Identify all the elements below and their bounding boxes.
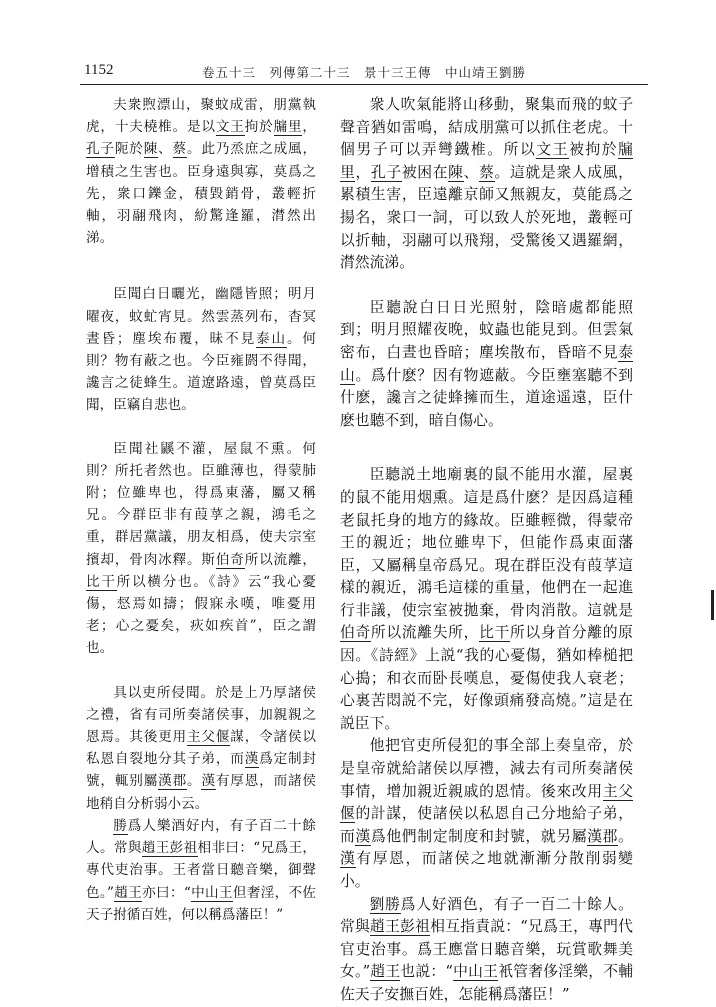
classical-paragraph-1: 夫衆煦漂山，聚蚊成雷，朋黨執虎，十夫橈椎。是以文王拘於牖里，孔子阨於陳、蔡。此乃烝庶之成風，增積之生害也。臣身遠與寡，莫爲之先，衆口鑠金，積毀銷骨，叢輕折軸，羽翮飛肉，紛驚逢羅，潸然出涕。: [86, 97, 317, 247]
name-han: 漢: [355, 827, 371, 845]
translation-paragraph-1: 衆人吹氣能將山移動，聚集而飛的蚊子聲音猶如雷鳴，結成朋黨可以抓住老虎。十個男子可以弄彎鐵椎。所以文王被拘於牖里，孔子被困在陳、蔡。這就是衆人成風，累積生害，臣遠離京師又無親友，莫能爲之揚名，衆口一詞，可以致人於死地，叢輕可以折軸，羽翮可以飛翔，受驚後又遇羅網，潸然流涕。: [340, 96, 633, 272]
name-bigan: 比干: [479, 624, 510, 642]
classical-paragraph-3: 臣聞社鼷不灌，屋鼠不熏。何則？所托者然也。臣雖薄也，得蒙肺附；位雖卑也，得爲東藩，屬又稱兄。今群臣非有葭莩之親，鴻毛之重，群居黨議，朋友相爲，使夫宗室擯却，骨肉冰釋。斯伯奇所以流離，比干所以横分也。《詩》云“我心憂傷，惄焉如擣；假寐永嘆，唯憂用老；心之憂矣，疢如疾首”，臣之謂也。: [86, 440, 317, 657]
place-cai: 蔡: [479, 163, 495, 181]
name-boqi: 伯奇: [340, 624, 371, 642]
place-youli: 牖里: [340, 141, 633, 181]
header-rule: [80, 84, 648, 85]
name-liusheng: 劉勝: [369, 895, 401, 913]
name-han: 漢: [340, 850, 357, 868]
translation-paragraph-4: 他把官吏所侵犯的事全部上奏皇帝，於是皇帝就給諸侯以厚禮，減去有司所奏諸侯事情，增加親近親戚的恩情。後來改用主父偃的計謀，使諸侯以私恩自己分地給子弟，而漢爲他們制定制度和封號，就另屬漢郡。漢有厚恩，而諸侯之地就漸漸分散削弱變小。: [340, 737, 633, 890]
page-edge-mark: [711, 590, 714, 620]
place-taishan: 泰山: [340, 343, 633, 384]
name-pengzu: 彭祖: [169, 840, 198, 857]
classical-paragraph-5: 勝爲人樂酒好内，有子百二十餘人。常與趙王彭祖相非曰：“兄爲王，專代吏治事。王者當日聽音樂，御聲色。”趙王亦曰：“中山王但奢淫，不佐天子拊循百姓，何以稱爲藩臣！”: [86, 817, 317, 923]
name-bigan: 比干: [86, 573, 117, 590]
name-zhufuyan: 主父偃: [340, 782, 633, 823]
name-kongzi: 孔子: [86, 141, 115, 158]
place-hanjun: 漢郡: [587, 827, 619, 845]
classical-paragraph-4: 具以吏所侵聞。於是上乃厚諸侯之禮，省有司所奏諸侯事，加親親之恩焉。其後更用主父偃謀，令諸侯以私恩自裂地分其子弟，而漢爲定制封號，輒别屬漢郡。漢有厚恩，而諸侯地稍自分析弱小云。: [86, 684, 317, 812]
name-zhaowang: 趙王: [370, 918, 401, 936]
running-head: 卷五十三 列傳第二十三 景十三王傳 中山靖王劉勝: [202, 65, 527, 80]
name-zhongshanwang: 中山王: [190, 884, 233, 901]
place-taishan: 泰山: [256, 330, 287, 347]
name-wenwang: 文王: [215, 119, 245, 136]
name-pengzu: 彭祖: [400, 918, 431, 936]
name-han: 漢: [201, 773, 216, 790]
name-zhongshanwang: 中山王: [452, 963, 499, 981]
name-zhaowang: 趙王: [113, 884, 143, 901]
place-chen: 陳: [143, 141, 159, 158]
name-kongzi: 孔子: [370, 163, 402, 181]
page-number: 1152: [84, 62, 114, 78]
name-zhaowang: 趙王: [370, 963, 401, 981]
classical-text-column: [86, 94, 316, 926]
place-hanjun: 漢郡: [158, 773, 187, 790]
classical-paragraph-2: 臣聞白日曬光，幽隱皆照；明月曜夜，蚊虻宵見。然雲蒸列布，杳冥晝昏；塵埃布覆，昧不見泰山。何則？物有蔽之也。今臣雍閼不得聞，讒言之徒蜂生。道遼路遠，曾莫爲臣聞，臣竊自悲也。: [86, 286, 317, 414]
translation-paragraph-5: 劉勝爲人好酒色，有子一百二十餘人。常與趙王彭祖相互指責説：“兄爲王，專門代官吏治事。爲王應當日聽音樂，玩賞歌舞美女。”趙王也説：“中山王衹管奢侈淫樂，不輔佐天子安撫百姓，怎能稱爲藩臣！”: [340, 895, 633, 1003]
name-zhaowang: 趙王: [141, 840, 170, 857]
name-wenwang: 文王: [536, 141, 570, 159]
translation-paragraph-2: 臣聽說白日日光照射，陰暗處都能照到；明月照耀夜晚，蚊蟲也能見到。但雲氣密布，白晝也昏暗；塵埃散布，昏暗不見泰山。爲什麽？因有物遮蔽。今臣壅塞聽不到什麽，讒言之徒蜂擁而生，道途遥遠，臣什麽也聽不到，暗自傷心。: [340, 298, 633, 429]
place-chen: 陳: [448, 163, 464, 181]
name-boqi: 伯奇: [215, 551, 245, 568]
page-header: [84, 62, 644, 82]
translation-column: [340, 94, 633, 1007]
name-han: 漢: [244, 751, 260, 768]
place-youli: 牖里: [273, 119, 303, 136]
name-sheng: 勝: [113, 817, 128, 834]
translation-paragraph-3: 臣聽説土地廟裏的鼠不能用水灌，屋裏的鼠不能用烟熏。這是爲什麽？是因爲這種老鼠托身的地方的緣故。臣雖輕微，得蒙帝王的親近；地位雖卑下，但能作爲東面藩臣，又屬稱皇帝爲兄。現在群臣没有葭莩這樣的親近，鴻毛這樣的重量，他們在一起進行非議，使宗室被拋棄，骨肉消散。這就是伯奇所以流離失所，比干所以身首分離的原因。《詩經》上説“我的心憂傷，猶如棒槌把心搗；和衣而卧長嘆息，憂傷使我人衰老；心裏苦悶説不完，好像頭痛發高燒。”這是在説臣下。: [340, 466, 633, 732]
place-cai: 蔡: [172, 141, 188, 158]
name-zhufuyan: 主父偃: [187, 729, 231, 746]
